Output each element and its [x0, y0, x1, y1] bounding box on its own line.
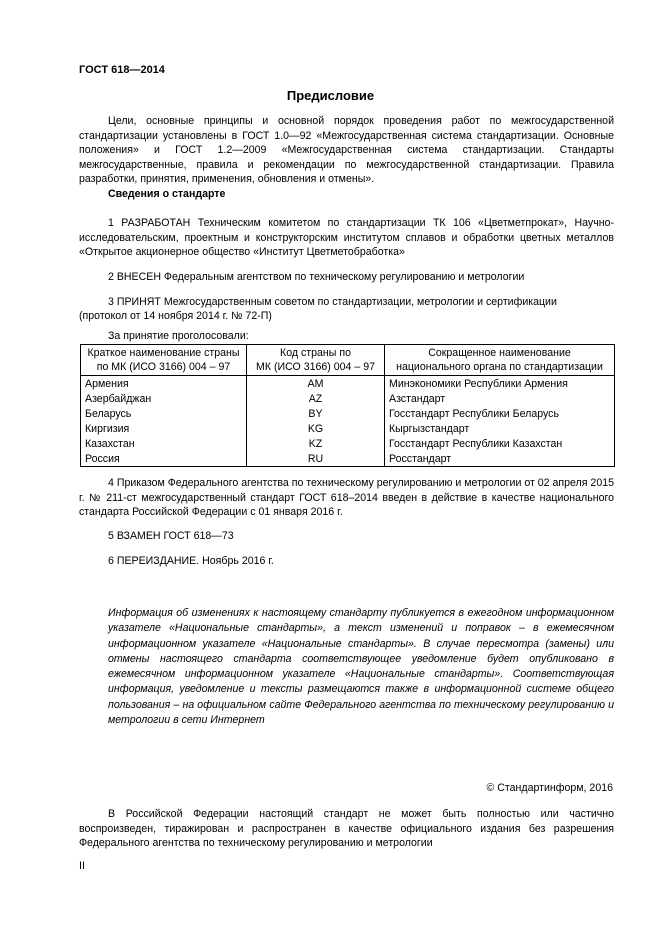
- header-code-line-1: Код страны по: [280, 347, 351, 359]
- header-country: [81, 345, 247, 376]
- item-1-text: 1 РАЗРАБОТАН Техническим комитетом по стандартизации ТК 106 «Цветметпрокат», Научно-исследовательским, проектным и конструкторским институтом сплавов и обработки цветных металлов «Открытое акционерное общество «Институт Цветметобработка»: [79, 217, 614, 259]
- reproduction-notice: [79, 807, 614, 851]
- table-row: [81, 436, 615, 451]
- copyright: © Стандартинформ, 2016: [486, 782, 613, 794]
- item-3-line-1: 3 ПРИНЯТ Межгосударственным советом по стандартизации, метрологии и сертификации: [108, 296, 557, 308]
- reproduction-notice-text: В Российской Федерации настоящий стандарт не может быть полностью или частично воспроизведен, тиражирован и распространен в качестве официального издания без разрешения Федерального агентства по техническому регулированию и метрологии: [79, 808, 614, 850]
- item-6: 6 ПЕРЕИЗДАНИЕ. Ноябрь 2016 г.: [108, 555, 274, 567]
- table-row: [81, 421, 615, 436]
- table-row: [81, 391, 615, 406]
- vote-caption: За принятие проголосовали:: [108, 330, 249, 342]
- item-2-text: 2 ВНЕСЕН Федеральным агентством по техническому регулированию и метрологии: [108, 271, 525, 283]
- country-cell: Россия: [81, 451, 247, 467]
- country-cell: Азербайджан: [81, 391, 247, 406]
- body-cell: Росстандарт: [385, 451, 615, 467]
- header-body: [385, 345, 615, 376]
- code-cell: KZ: [247, 436, 385, 451]
- changes-info-note: [108, 606, 614, 728]
- body-cell: Госстандарт Республики Казахстан: [385, 436, 615, 451]
- page-number: II: [79, 860, 85, 872]
- table-row: [81, 406, 615, 421]
- country-cell: Киргизия: [81, 421, 247, 436]
- vote-table-header-row: [81, 345, 615, 376]
- code-cell: KG: [247, 421, 385, 436]
- body-cell: Минэкономики Республики Армения: [385, 376, 615, 392]
- intro-text: Цели, основные принципы и основной порядок проведения работ по межгосударственной стандартизации установлены в ГОСТ 1.0—92 «Межгосударственная система стандартизации. Основные положения» и ГОСТ 1.2—2009 «Межгосударственная система стандартизации. Стандарты межгосударственные, правила и рекомендации по межгосударственной стандартизации. Правила разработки, принятия, применения, обновления и отмены».: [79, 115, 614, 186]
- body-cell: Госстандарт Республики Беларусь: [385, 406, 615, 421]
- code-cell: AZ: [247, 391, 385, 406]
- code-cell: RU: [247, 451, 385, 467]
- code-cell: BY: [247, 406, 385, 421]
- table-row: [81, 451, 615, 467]
- table-row: [81, 376, 615, 392]
- intro-paragraph: [79, 114, 614, 187]
- body-cell: Кыргызстандарт: [385, 421, 615, 436]
- header-code-line-2: МК (ИСО 3166) 004 – 97: [256, 361, 375, 373]
- header-country-line-1: Краткое наименование страны: [87, 347, 240, 359]
- item-5: 5 ВЗАМЕН ГОСТ 618—73: [108, 530, 234, 542]
- body-cell: Азстандарт: [385, 391, 615, 406]
- item-1: [79, 216, 614, 260]
- item-4: [79, 476, 614, 520]
- country-cell: Беларусь: [81, 406, 247, 421]
- document-id: ГОСТ 618—2014: [79, 64, 165, 76]
- country-cell: Армения: [81, 376, 247, 392]
- header-country-line-2: по МК (ИСО 3166) 004 – 97: [96, 361, 231, 373]
- info-heading: Сведения о стандарте: [108, 188, 226, 200]
- country-cell: Казахстан: [81, 436, 247, 451]
- page-title: Предисловие: [286, 88, 375, 103]
- item-4-text: 4 Приказом Федерального агентства по техническому регулированию и метрологии от 02 апреля 2015 г. № 211-ст межгосударственный стандарт ГОСТ 618–2014 введен в действие в качестве национального стандарта Российской Федерации с 01 января 2016 г.: [79, 477, 614, 519]
- vote-table: [80, 344, 615, 467]
- code-cell: AM: [247, 376, 385, 392]
- changes-info-text: Информация об изменениях к настоящему стандарту публикуется в ежегодном информационном указателе «Национальные стандарты», а текст изменений и поправок – в ежемесячном информационном указателе «Национальные стандарты». В случае пересмотра (замены) или отмены настоящего стандарта соответствующее уведомление будет опубликовано в ежемесячном информационном указателе «Национальные стандарты». Соответствующая информация, уведомление и тексты размещаются также в информационной системе общего пользования – на официальном сайте Федерального агентства по техническому регулированию и метрологии в сети Интернет: [108, 607, 614, 727]
- header-body-line-1: Сокращенное наименование: [428, 347, 571, 359]
- header-code: [247, 345, 385, 376]
- header-body-line-2: национального органа по стандартизации: [396, 361, 603, 373]
- item-2: [79, 270, 614, 285]
- item-3-line-2: (протокол от 14 ноября 2014 г. № 72-П): [79, 310, 272, 322]
